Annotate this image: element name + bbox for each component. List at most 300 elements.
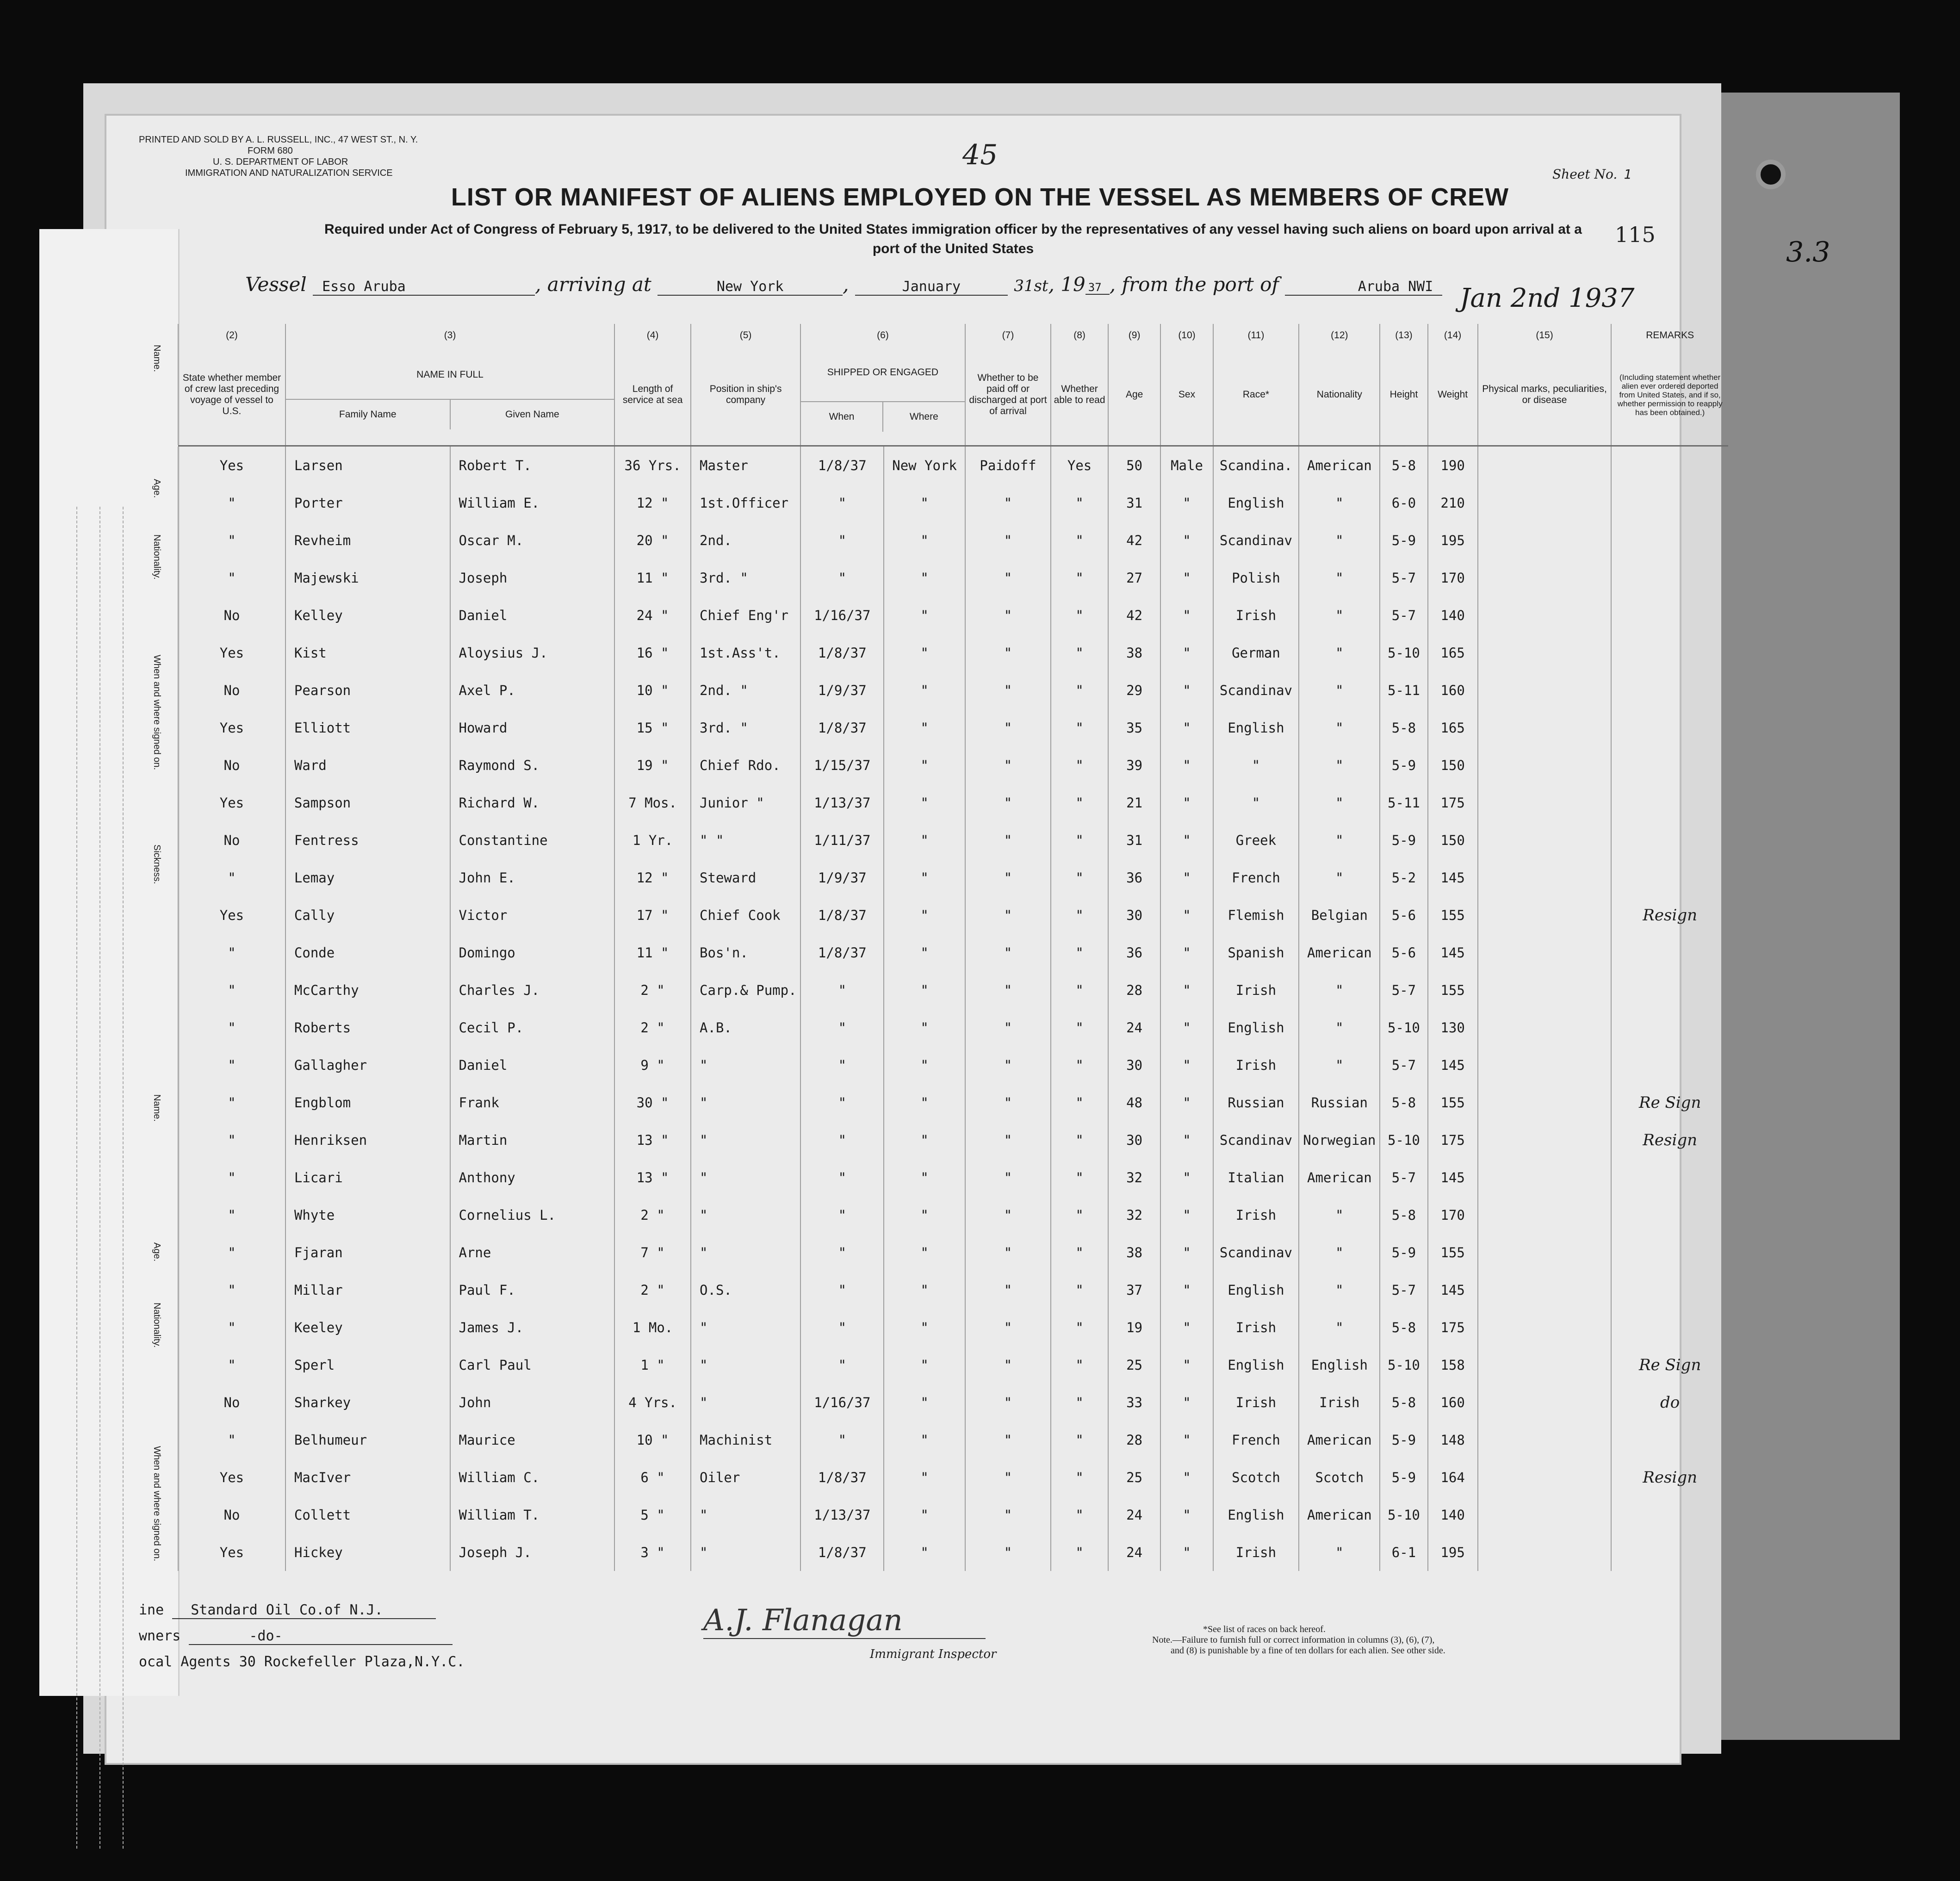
departure-port: Aruba NWI bbox=[1285, 279, 1442, 296]
able-to-read-cell: " bbox=[1051, 1121, 1108, 1159]
able-to-read-cell: " bbox=[1051, 709, 1108, 746]
service-length-cell: 2 " bbox=[614, 1271, 691, 1309]
age-cell: 38 bbox=[1108, 1234, 1160, 1271]
crew-row bbox=[178, 1271, 1728, 1309]
pencil-note: 3.3 bbox=[1786, 236, 1830, 268]
family-name-cell: Conde bbox=[285, 934, 450, 971]
able-to-read-header: Whether able to read bbox=[1051, 344, 1108, 446]
shipped-where-cell: " bbox=[884, 521, 965, 559]
height-cell: 6-1 bbox=[1380, 1533, 1427, 1571]
shipped-when-cell: " bbox=[800, 484, 884, 521]
strip-rule bbox=[99, 507, 100, 1849]
owners-value: -do- bbox=[189, 1628, 453, 1645]
remarks-cell bbox=[1611, 746, 1728, 784]
shipped-where-cell: " bbox=[884, 1309, 965, 1346]
paid-off-cell: " bbox=[965, 596, 1051, 634]
age-cell: 31 bbox=[1108, 484, 1160, 521]
crew-row bbox=[178, 484, 1728, 521]
column-number-row bbox=[178, 324, 1728, 344]
shipped-where-cell: " bbox=[884, 709, 965, 746]
service-length-cell: 12 " bbox=[614, 484, 691, 521]
crew-row bbox=[178, 1084, 1728, 1121]
weight-cell: 195 bbox=[1428, 1533, 1478, 1571]
able-to-read-cell: " bbox=[1051, 1009, 1108, 1046]
col-2-number: (2) bbox=[178, 324, 285, 344]
strip-label: Name. bbox=[152, 1094, 162, 1122]
family-name-cell: Lemay bbox=[285, 859, 450, 896]
height-cell: 5-7 bbox=[1380, 596, 1427, 634]
weight-cell: 145 bbox=[1428, 859, 1478, 896]
sex-cell: " bbox=[1160, 1459, 1213, 1496]
remarks-cell bbox=[1611, 1533, 1728, 1571]
physical-marks-cell bbox=[1478, 1346, 1612, 1384]
physical-marks-cell bbox=[1478, 1533, 1612, 1571]
sex-cell: " bbox=[1160, 1234, 1213, 1271]
page-subtitle bbox=[259, 220, 1647, 259]
inspector-label: Immigrant Inspector bbox=[870, 1647, 997, 1661]
shipped-when-cell: " bbox=[800, 1046, 884, 1084]
service-length-cell: 16 " bbox=[614, 634, 691, 671]
paid-off-cell: Paidoff bbox=[965, 446, 1051, 484]
shipped-when-cell: " bbox=[800, 1009, 884, 1046]
position-cell: Carp.& Pump. bbox=[691, 971, 800, 1009]
physical-marks-cell bbox=[1478, 1496, 1612, 1533]
line-label: ine bbox=[139, 1602, 164, 1618]
given-name-cell: Joseph J. bbox=[450, 1533, 615, 1571]
shipped-when-cell: 1/13/37 bbox=[800, 784, 884, 821]
line-field bbox=[139, 1602, 436, 1619]
age-cell: 30 bbox=[1108, 896, 1160, 934]
col-5-number: (5) bbox=[691, 324, 800, 344]
weight-cell: 150 bbox=[1428, 746, 1478, 784]
shipped-where-cell: New York bbox=[884, 446, 965, 484]
race-header: Race* bbox=[1213, 344, 1299, 446]
family-name-cell: Keeley bbox=[285, 1309, 450, 1346]
height-cell: 5-10 bbox=[1380, 1346, 1427, 1384]
nationality-cell: " bbox=[1299, 596, 1380, 634]
shipped-where-cell: " bbox=[884, 1084, 965, 1121]
service-length-cell: 20 " bbox=[614, 521, 691, 559]
service-length-cell: 11 " bbox=[614, 559, 691, 596]
previous-voyage-cell: Yes bbox=[178, 709, 285, 746]
family-name-cell: Gallagher bbox=[285, 1046, 450, 1084]
nationality-cell: Irish bbox=[1299, 1384, 1380, 1421]
crew-row bbox=[178, 1459, 1728, 1496]
agents-value: 30 Rockefeller Plaza,N.Y.C. bbox=[239, 1654, 465, 1670]
col-14-number: (14) bbox=[1428, 324, 1478, 344]
printer-imprint bbox=[139, 134, 418, 179]
shipped-where-cell: " bbox=[884, 1271, 965, 1309]
shipped-when-cell: " bbox=[800, 1346, 884, 1384]
sheet-label: Sheet No. bbox=[1552, 167, 1618, 182]
remarks-cell bbox=[1611, 1234, 1728, 1271]
race-cell: English bbox=[1213, 1271, 1299, 1309]
able-to-read-cell: " bbox=[1051, 934, 1108, 971]
weight-cell: 145 bbox=[1428, 1271, 1478, 1309]
nationality-cell: American bbox=[1299, 1159, 1380, 1196]
age-cell: 39 bbox=[1108, 746, 1160, 784]
height-cell: 5-7 bbox=[1380, 1159, 1427, 1196]
height-cell: 5-8 bbox=[1380, 1384, 1427, 1421]
race-cell: English bbox=[1213, 484, 1299, 521]
given-name-cell: Daniel bbox=[450, 596, 615, 634]
family-name-cell: Sampson bbox=[285, 784, 450, 821]
remarks-cell: Resign bbox=[1611, 896, 1728, 934]
previous-voyage-cell: " bbox=[178, 1009, 285, 1046]
printer-line: IMMIGRATION AND NATURALIZATION SERVICE bbox=[185, 168, 393, 178]
position-cell: Junior " bbox=[691, 784, 800, 821]
position-cell: O.S. bbox=[691, 1271, 800, 1309]
age-header: Age bbox=[1108, 344, 1160, 446]
when-label: When bbox=[829, 411, 855, 422]
arrival-year: 37 bbox=[1085, 281, 1110, 295]
col-7-number: (7) bbox=[965, 324, 1051, 344]
weight-cell: 190 bbox=[1428, 446, 1478, 484]
sex-cell: " bbox=[1160, 1384, 1213, 1421]
able-to-read-cell: " bbox=[1051, 1234, 1108, 1271]
paid-off-cell: " bbox=[965, 634, 1051, 671]
able-to-read-cell: " bbox=[1051, 559, 1108, 596]
remarks-cell bbox=[1611, 484, 1728, 521]
height-header: Height bbox=[1380, 344, 1427, 446]
family-name-cell: Fjaran bbox=[285, 1234, 450, 1271]
sex-header: Sex bbox=[1160, 344, 1213, 446]
crew-row bbox=[178, 859, 1728, 896]
shipped-when-cell: 1/8/37 bbox=[800, 1533, 884, 1571]
position-cell: " bbox=[691, 1159, 800, 1196]
race-cell: Irish bbox=[1213, 1533, 1299, 1571]
owners-field bbox=[139, 1628, 453, 1645]
service-length-cell: 2 " bbox=[614, 1009, 691, 1046]
family-name-cell: Elliott bbox=[285, 709, 450, 746]
service-length-cell: 2 " bbox=[614, 1196, 691, 1234]
given-name-cell: Maurice bbox=[450, 1421, 615, 1459]
name-header bbox=[285, 344, 614, 446]
crew-row bbox=[178, 746, 1728, 784]
service-length-cell: 30 " bbox=[614, 1084, 691, 1121]
previous-voyage-cell: " bbox=[178, 1084, 285, 1121]
service-length-cell: 13 " bbox=[614, 1159, 691, 1196]
given-name-cell: Victor bbox=[450, 896, 615, 934]
weight-cell: 140 bbox=[1428, 596, 1478, 634]
paid-off-cell: " bbox=[965, 709, 1051, 746]
sex-cell: " bbox=[1160, 1196, 1213, 1234]
shipped-where-cell: " bbox=[884, 559, 965, 596]
weight-cell: 145 bbox=[1428, 1159, 1478, 1196]
agents-label: ocal Agents bbox=[139, 1654, 231, 1670]
able-to-read-cell: " bbox=[1051, 1196, 1108, 1234]
family-name-cell: Ward bbox=[285, 746, 450, 784]
family-name-cell: Fentress bbox=[285, 821, 450, 859]
service-length-cell: 6 " bbox=[614, 1459, 691, 1496]
weight-cell: 155 bbox=[1428, 1234, 1478, 1271]
sex-cell: " bbox=[1160, 896, 1213, 934]
given-name-cell: Cornelius L. bbox=[450, 1196, 615, 1234]
family-name-cell: Kelley bbox=[285, 596, 450, 634]
nationality-cell: " bbox=[1299, 1196, 1380, 1234]
weight-cell: 160 bbox=[1428, 1384, 1478, 1421]
printer-line: U. S. DEPARTMENT OF LABOR bbox=[213, 157, 348, 167]
weight-cell: 210 bbox=[1428, 484, 1478, 521]
nationality-cell: Belgian bbox=[1299, 896, 1380, 934]
given-name-cell: John E. bbox=[450, 859, 615, 896]
shipped-where-cell: " bbox=[884, 634, 965, 671]
shipped-where-cell: " bbox=[884, 1121, 965, 1159]
sex-cell: " bbox=[1160, 484, 1213, 521]
shipped-where-cell: " bbox=[884, 1196, 965, 1234]
remarks-title: REMARKS bbox=[1611, 324, 1728, 344]
age-cell: 50 bbox=[1108, 446, 1160, 484]
age-cell: 19 bbox=[1108, 1309, 1160, 1346]
shipped-when-cell: 1/8/37 bbox=[800, 634, 884, 671]
handwritten-date: Jan 2nd 1937 bbox=[1460, 283, 1635, 313]
paid-off-cell: " bbox=[965, 671, 1051, 709]
race-cell: Irish bbox=[1213, 1046, 1299, 1084]
race-cell: Spanish bbox=[1213, 934, 1299, 971]
height-cell: 5-9 bbox=[1380, 1459, 1427, 1496]
sex-cell: " bbox=[1160, 596, 1213, 634]
nationality-cell: " bbox=[1299, 821, 1380, 859]
sex-cell: " bbox=[1160, 521, 1213, 559]
previous-voyage-cell: " bbox=[178, 859, 285, 896]
sex-cell: " bbox=[1160, 709, 1213, 746]
strip-label: Age. bbox=[152, 479, 162, 498]
able-to-read-cell: " bbox=[1051, 1159, 1108, 1196]
position-cell: " " bbox=[691, 821, 800, 859]
nationality-cell: " bbox=[1299, 671, 1380, 709]
name-subheaders bbox=[286, 400, 614, 429]
race-cell: Scandinav bbox=[1213, 1121, 1299, 1159]
sex-cell: Male bbox=[1160, 446, 1213, 484]
given-name-cell: William T. bbox=[450, 1496, 615, 1533]
shipped-where-cell: " bbox=[884, 971, 965, 1009]
crew-row bbox=[178, 1196, 1728, 1234]
remarks-cell bbox=[1611, 1309, 1728, 1346]
physical-marks-cell bbox=[1478, 1234, 1612, 1271]
race-cell: Irish bbox=[1213, 596, 1299, 634]
race-cell: English bbox=[1213, 709, 1299, 746]
race-cell: Russian bbox=[1213, 1084, 1299, 1121]
position-header: Position in ship's company bbox=[691, 344, 800, 446]
crew-table bbox=[178, 324, 1728, 1571]
physical-marks-cell bbox=[1478, 484, 1612, 521]
remarks-cell bbox=[1611, 521, 1728, 559]
height-cell: 5-9 bbox=[1380, 1421, 1427, 1459]
col-11-number: (11) bbox=[1213, 324, 1299, 344]
physical-marks-cell bbox=[1478, 1196, 1612, 1234]
shipped-when-cell: " bbox=[800, 1084, 884, 1121]
nationality-cell: " bbox=[1299, 1533, 1380, 1571]
previous-voyage-cell: Yes bbox=[178, 784, 285, 821]
strip-label: When and where signed on. bbox=[152, 655, 162, 770]
physical-marks-cell bbox=[1478, 559, 1612, 596]
weight-cell: 165 bbox=[1428, 709, 1478, 746]
strip-rule bbox=[76, 507, 77, 1849]
able-to-read-cell: " bbox=[1051, 1533, 1108, 1571]
height-cell: 5-10 bbox=[1380, 1121, 1427, 1159]
from-label: , from the port of bbox=[1109, 273, 1279, 296]
handwritten-number: 45 bbox=[962, 139, 998, 171]
crew-row bbox=[178, 934, 1728, 971]
nationality-cell: " bbox=[1299, 859, 1380, 896]
given-name-cell: Daniel bbox=[450, 1046, 615, 1084]
remarks-cell bbox=[1611, 596, 1728, 634]
family-name-cell: Millar bbox=[285, 1271, 450, 1309]
race-cell: Scandinav bbox=[1213, 671, 1299, 709]
given-name-cell: Paul F. bbox=[450, 1271, 615, 1309]
nationality-cell: " bbox=[1299, 634, 1380, 671]
sex-cell: " bbox=[1160, 1121, 1213, 1159]
crew-row bbox=[178, 446, 1728, 484]
previous-voyage-cell: Yes bbox=[178, 1459, 285, 1496]
shipped-where-cell: " bbox=[884, 821, 965, 859]
able-to-read-cell: " bbox=[1051, 1046, 1108, 1084]
shipped-when-cell: 1/16/37 bbox=[800, 596, 884, 634]
position-cell: Chief Eng'r bbox=[691, 596, 800, 634]
given-name-cell: Frank bbox=[450, 1084, 615, 1121]
family-name-cell: Belhumeur bbox=[285, 1421, 450, 1459]
able-to-read-cell: " bbox=[1051, 784, 1108, 821]
paid-off-cell: " bbox=[965, 484, 1051, 521]
age-cell: 24 bbox=[1108, 1009, 1160, 1046]
age-cell: 36 bbox=[1108, 934, 1160, 971]
service-length-cell: 5 " bbox=[614, 1496, 691, 1533]
able-to-read-cell: " bbox=[1051, 971, 1108, 1009]
weight-cell: 160 bbox=[1428, 671, 1478, 709]
physical-marks-cell bbox=[1478, 896, 1612, 934]
sex-cell: " bbox=[1160, 1496, 1213, 1533]
race-cell: " bbox=[1213, 784, 1299, 821]
shipped-when-cell: " bbox=[800, 1309, 884, 1346]
able-to-read-cell: " bbox=[1051, 521, 1108, 559]
age-cell: 24 bbox=[1108, 1496, 1160, 1533]
year-prefix: , 19 bbox=[1048, 273, 1085, 296]
crew-row bbox=[178, 709, 1728, 746]
age-cell: 28 bbox=[1108, 1421, 1160, 1459]
shipped-where-cell: " bbox=[884, 671, 965, 709]
height-cell: 5-7 bbox=[1380, 559, 1427, 596]
previous-voyage-cell: " bbox=[178, 1196, 285, 1234]
service-length-cell: 10 " bbox=[614, 671, 691, 709]
family-name-cell: Sperl bbox=[285, 1346, 450, 1384]
paid-off-header: Whether to be paid off or discharged at port of arrival bbox=[965, 344, 1051, 446]
height-cell: 5-8 bbox=[1380, 1309, 1427, 1346]
position-cell: " bbox=[691, 1084, 800, 1121]
nationality-cell: " bbox=[1299, 559, 1380, 596]
position-cell: 2nd. bbox=[691, 521, 800, 559]
inspector-signature: A.J. Flanagan bbox=[703, 1603, 903, 1638]
crew-row bbox=[178, 671, 1728, 709]
position-cell: " bbox=[691, 1121, 800, 1159]
previous-voyage-cell: " bbox=[178, 559, 285, 596]
previous-voyage-cell: No bbox=[178, 821, 285, 859]
age-cell: 48 bbox=[1108, 1084, 1160, 1121]
footnote-line: Note.—Failure to furnish full or correct information in columns (3), (6), (7), bbox=[1152, 1635, 1435, 1645]
paid-off-cell: " bbox=[965, 1384, 1051, 1421]
previous-voyage-cell: " bbox=[178, 484, 285, 521]
printer-line: FORM 680 bbox=[248, 146, 293, 156]
shipped-where-cell: " bbox=[884, 1346, 965, 1384]
nationality-cell: " bbox=[1299, 1234, 1380, 1271]
age-cell: 27 bbox=[1108, 559, 1160, 596]
nationality-cell: " bbox=[1299, 1046, 1380, 1084]
height-cell: 5-2 bbox=[1380, 859, 1427, 896]
able-to-read-cell: " bbox=[1051, 671, 1108, 709]
given-name-cell: Oscar M. bbox=[450, 521, 615, 559]
physical-marks-cell bbox=[1478, 821, 1612, 859]
crew-row bbox=[178, 896, 1728, 934]
previous-voyage-cell: " bbox=[178, 1346, 285, 1384]
remarks-cell: Resign bbox=[1611, 1121, 1728, 1159]
weight-cell: 145 bbox=[1428, 934, 1478, 971]
age-cell: 30 bbox=[1108, 1121, 1160, 1159]
position-cell: 2nd. " bbox=[691, 671, 800, 709]
physical-marks-cell bbox=[1478, 1309, 1612, 1346]
strip-label: Sickness. bbox=[152, 844, 162, 884]
service-length-cell: 4 Yrs. bbox=[614, 1384, 691, 1421]
physical-marks-cell bbox=[1478, 746, 1612, 784]
physical-marks-cell bbox=[1478, 1084, 1612, 1121]
stamp-number: 115 bbox=[1615, 222, 1656, 247]
service-length-cell: 15 " bbox=[614, 709, 691, 746]
paid-off-cell: " bbox=[965, 1459, 1051, 1496]
sex-cell: " bbox=[1160, 1159, 1213, 1196]
given-name-cell: Domingo bbox=[450, 934, 615, 971]
physical-marks-cell bbox=[1478, 1121, 1612, 1159]
weight-cell: 155 bbox=[1428, 1084, 1478, 1121]
vessel-label: Vessel bbox=[245, 273, 307, 296]
race-cell: Irish bbox=[1213, 1384, 1299, 1421]
age-cell: 30 bbox=[1108, 1046, 1160, 1084]
physical-marks-cell bbox=[1478, 1046, 1612, 1084]
crew-row bbox=[178, 1533, 1728, 1571]
position-cell: 1st.Ass't. bbox=[691, 634, 800, 671]
nationality-cell: " bbox=[1299, 784, 1380, 821]
previous-voyage-cell: No bbox=[178, 1384, 285, 1421]
crew-rows bbox=[178, 446, 1728, 1571]
family-name-cell: Majewski bbox=[285, 559, 450, 596]
paid-off-cell: " bbox=[965, 1046, 1051, 1084]
shipped-where-cell: " bbox=[884, 1496, 965, 1533]
physical-marks-cell bbox=[1478, 971, 1612, 1009]
given-name-cell: Arne bbox=[450, 1234, 615, 1271]
shipped-where-cell: " bbox=[884, 596, 965, 634]
shipped-where-cell: " bbox=[884, 746, 965, 784]
remarks-cell bbox=[1611, 784, 1728, 821]
paid-off-cell: " bbox=[965, 1496, 1051, 1533]
given-name-cell: Howard bbox=[450, 709, 615, 746]
age-cell: 35 bbox=[1108, 709, 1160, 746]
position-cell: 3rd. " bbox=[691, 709, 800, 746]
remarks-cell bbox=[1611, 1421, 1728, 1459]
shipped-when-cell: 1/13/37 bbox=[800, 1496, 884, 1533]
sheet-number bbox=[1552, 167, 1631, 182]
remarks-cell: do bbox=[1611, 1384, 1728, 1421]
race-cell: English bbox=[1213, 1496, 1299, 1533]
age-cell: 42 bbox=[1108, 596, 1160, 634]
service-length-cell: 7 " bbox=[614, 1234, 691, 1271]
shipped-when-cell: " bbox=[800, 1421, 884, 1459]
position-cell: " bbox=[691, 1533, 800, 1571]
shipped-when-cell: 1/8/37 bbox=[800, 934, 884, 971]
sex-cell: " bbox=[1160, 1533, 1213, 1571]
height-cell: 5-6 bbox=[1380, 896, 1427, 934]
weight-cell: 164 bbox=[1428, 1459, 1478, 1496]
previous-voyage-cell: No bbox=[178, 671, 285, 709]
shipped-when-cell: 1/8/37 bbox=[800, 709, 884, 746]
family-name-cell: Roberts bbox=[285, 1009, 450, 1046]
height-cell: 5-9 bbox=[1380, 1234, 1427, 1271]
